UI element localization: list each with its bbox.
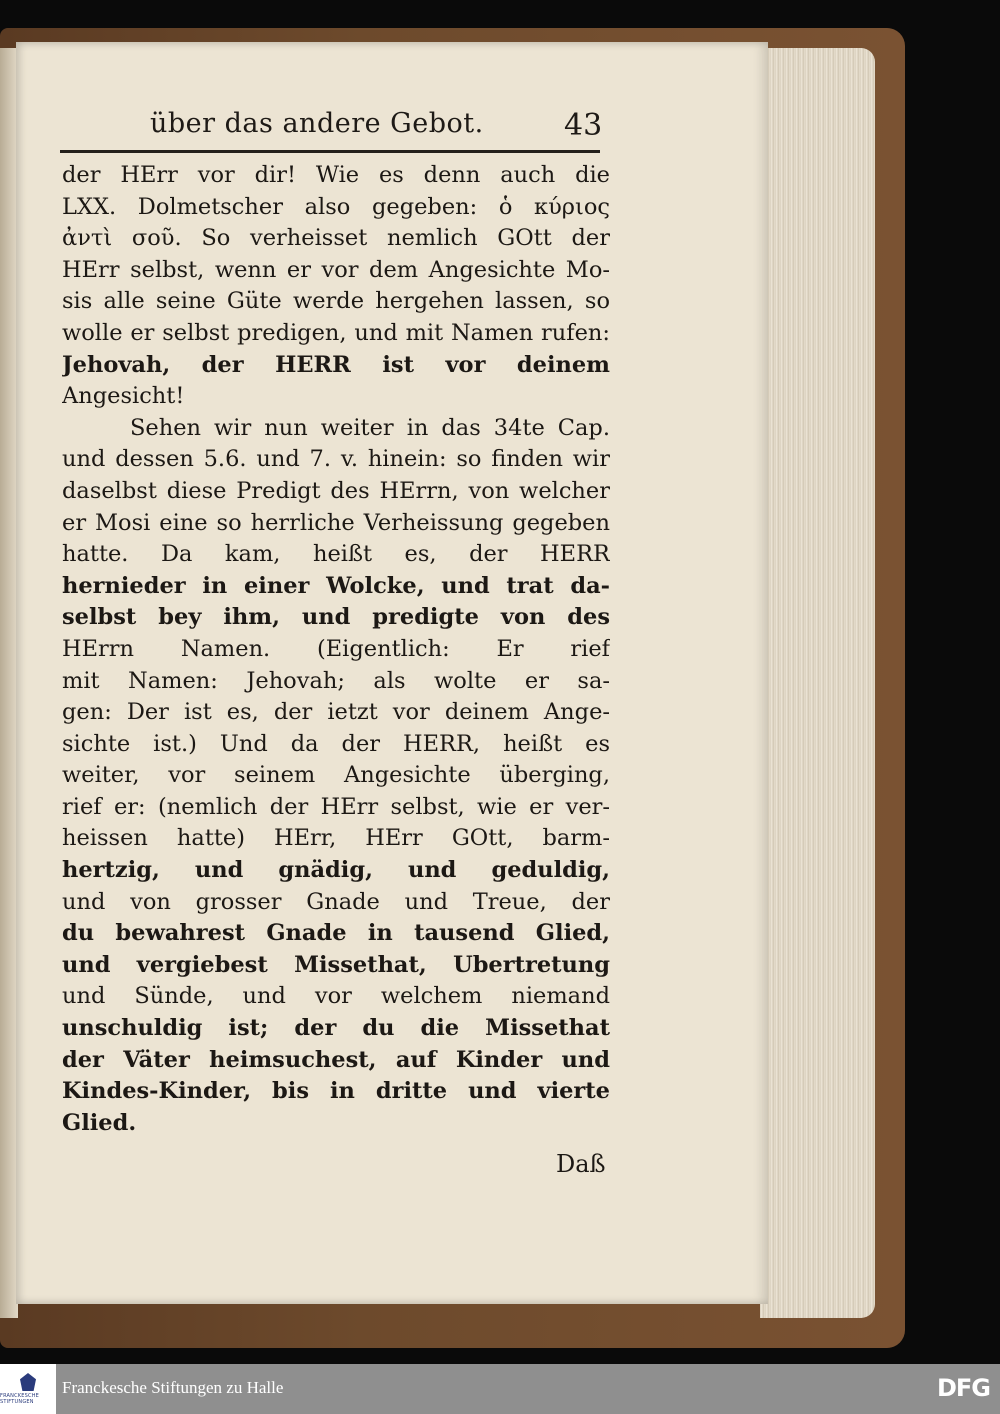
text-line: weiter, vor seinem Angesichte überging, <box>62 762 610 789</box>
catchword: Daß <box>556 1150 606 1178</box>
text-line: heissen hatte) HErr, HErr GOtt, barm- <box>62 825 610 852</box>
text-line: HErr selbst, wenn er vor dem Angesichte Mo- <box>62 256 610 283</box>
page-edges <box>760 48 875 1318</box>
header-rule <box>60 150 600 153</box>
text-line: sis alle seine Güte werde hergehen lassen, so <box>62 288 610 315</box>
text-line: mit Namen: Jehovah; als wolte er sa- <box>62 667 610 694</box>
text-line: und dessen 5.6. und 7. v. hinein: so finden wir <box>62 446 610 473</box>
text-line: rief er: (nemlich der HErr selbst, wie er ver- <box>62 793 610 820</box>
text-line: selbst bey ihm, und predigte von des <box>62 604 610 631</box>
text-line: Glied. <box>62 1109 137 1136</box>
text-line: er Mosi eine so herrliche Verheissung gegeben <box>62 509 610 536</box>
running-head: über das andere Gebot. <box>150 108 484 139</box>
text-line: und Sünde, und vor welchem niemand <box>62 983 610 1010</box>
text-line: und vergiebest Missethat, Ubertretung <box>62 951 610 978</box>
text-line: daselbst diese Predigt des HErrn, von welcher <box>62 477 610 504</box>
text-line: hatte. Da kam, heißt es, der HERR <box>62 541 610 568</box>
crest-icon <box>20 1373 36 1391</box>
text-line: HErrn Namen. (Eigentlich: Er rief <box>62 635 610 662</box>
text-line: Sehen wir nun weiter in das 34te Cap. <box>130 414 610 441</box>
text-line: hertzig, und gnädig, und geduldig, <box>62 857 610 884</box>
text-line: unschuldig ist; der du die Missethat <box>62 1015 610 1042</box>
text-line: und von grosser Gnade und Treue, der <box>62 888 610 915</box>
text-line: Angesicht! <box>62 383 185 410</box>
logo-caption: FRANCKESCHE STIFTUNGEN <box>0 1393 40 1405</box>
text-line: gen: Der ist es, der ietzt vor deinem Ange- <box>62 699 610 726</box>
viewer-footer <box>0 1364 1000 1414</box>
dfg-logo[interactable]: DFG <box>936 1374 990 1402</box>
text-line: der HErr vor dir! Wie es denn auch die <box>62 162 610 188</box>
text-line: hernieder in einer Wolcke, und trat da- <box>62 572 610 599</box>
text-line: wolle er selbst predigen, und mit Namen rufen: <box>62 319 610 346</box>
text-line: Kindes-Kinder, bis in dritte und vierte <box>62 1078 610 1105</box>
text-line: sichte ist.) Und da der HERR, heißt es <box>62 730 610 757</box>
text-line: du bewahrest Gnade in tausend Glied, <box>62 920 610 947</box>
text-line: LXX. Dolmetscher also gegeben: ὁ κύριος <box>62 193 610 220</box>
page-number: 43 <box>564 108 603 143</box>
institution-logo[interactable] <box>0 1364 56 1414</box>
text-line: Jehovah, der HERR ist vor deinem <box>62 351 610 378</box>
body-text <box>62 160 610 1139</box>
text-line: ἀντὶ σοῦ. So verheisset nemlich GOtt der <box>62 225 610 252</box>
institution-name: Franckesche Stiftungen zu Halle <box>62 1378 284 1397</box>
text-line: der Väter heimsuchest, auf Kinder und <box>62 1046 610 1073</box>
